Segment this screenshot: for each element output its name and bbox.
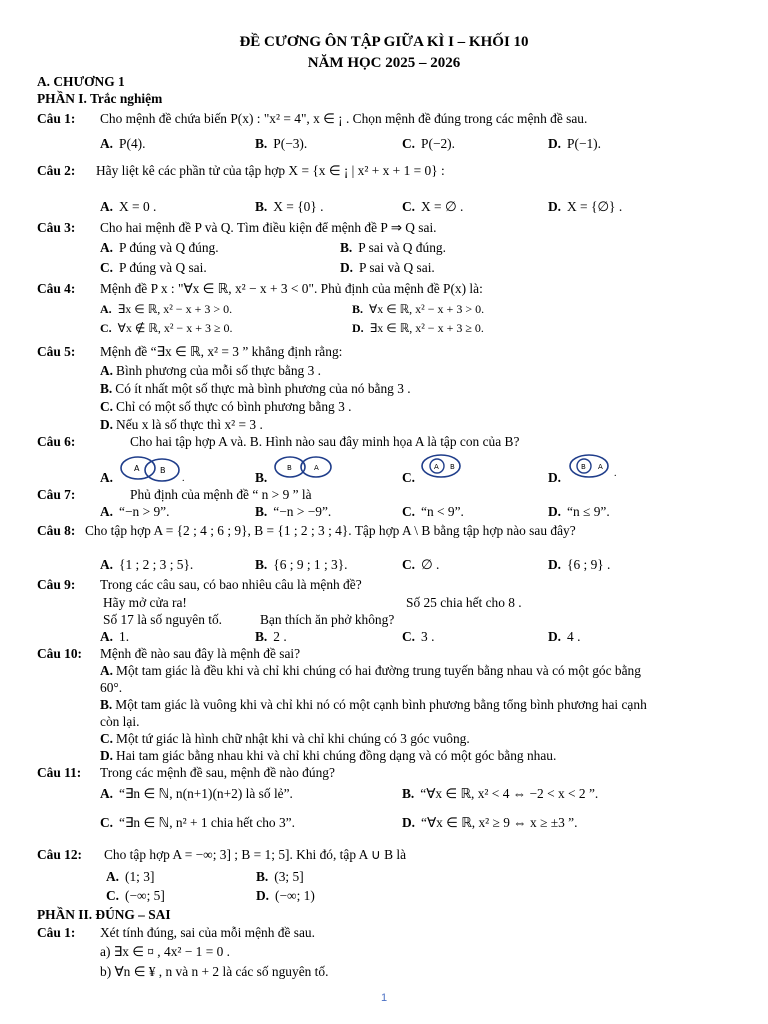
question-label: Câu 6:: [37, 434, 76, 449]
svg-text:B: B: [581, 463, 586, 471]
question-label: Câu 4:: [37, 281, 76, 296]
option-c: C. 3 .: [402, 629, 435, 644]
option-a-continued: 60°.: [100, 680, 123, 695]
option-b-continued: còn lại.: [100, 714, 140, 729]
question-text: Cho hai tập hợp A và. B. Hình nào sau đây minh họa A là tập con của B?: [130, 434, 520, 449]
venn-option-c: [418, 454, 468, 482]
option-a: A. (1; 3]: [106, 869, 155, 884]
option-d: D. “∀x ∈ ℝ, x² ≥ 9 ⇔ x ≥ ±3 ”.: [402, 815, 578, 830]
option-a: A. P đúng và Q đúng.: [100, 240, 219, 255]
document-title: ĐỀ CƯƠNG ÔN TẬP GIỮA KÌ I – KHỐI 10: [239, 34, 529, 50]
option-b: B. {6 ; 9 ; 1 ; 3}.: [255, 557, 348, 572]
question-text: Trong các câu sau, có bao nhiêu câu là mệnh đề?: [100, 577, 362, 592]
option-d: D.: [548, 470, 562, 485]
option-b: B. Có ít nhất một số thực mà bình phương của nó bằng 3 .: [100, 381, 411, 396]
option-d: D. 4 .: [548, 629, 581, 644]
option-d: D. {6 ; 9} .: [548, 557, 611, 572]
option-a: A. Bình phương của mỗi số thực bằng 3 .: [100, 363, 321, 378]
question-label: Câu 1:: [37, 111, 76, 126]
statement-a: a) ∃x ∈ ¤ , 4x² − 1 = 0 .: [100, 944, 230, 959]
option-c: C. X = ∅ .: [402, 199, 464, 214]
part-heading: PHẦN II. ĐÚNG – SAI: [37, 907, 171, 922]
option-c: C. “n < 9”.: [402, 504, 464, 519]
option-c: C. P(−2).: [402, 136, 455, 151]
question-text: Cho hai mệnh đề P và Q. Tìm điều kiện để mệnh đề P ⇒ Q sai.: [100, 220, 437, 235]
option-b: B. “∀x ∈ ℝ, x² < 4 ⇔ −2 < x < 2 ”.: [402, 786, 599, 801]
svg-text:B: B: [287, 464, 292, 472]
option-a: A. ∃x ∈ ℝ, x² − x + 3 > 0.: [100, 302, 233, 316]
question-label: Câu 11:: [37, 765, 82, 780]
question-label: Câu 9:: [37, 577, 76, 592]
option-d: D. “n ≤ 9”.: [548, 504, 610, 519]
option-b: B. (3; 5]: [256, 869, 304, 884]
option-b: B.: [255, 470, 268, 485]
question-text: Phủ định của mệnh đề “ n > 9 ” là: [130, 487, 312, 502]
question-label: Câu 12:: [37, 847, 83, 862]
option-d: D. X = {∅} .: [548, 199, 623, 214]
question-text: Cho tập hợp A = −∞; 3] ; B = 1; 5]. Khi đó, tập A ∪ B là: [104, 847, 407, 862]
svg-text:A: A: [314, 464, 319, 472]
option-d: D. P(−1).: [548, 136, 601, 151]
option-c: C. ∅ .: [402, 557, 440, 572]
question-text: Hãy liệt kê các phần tử của tập hợp X = {x ∈ ¡ | x² + x + 1 = 0} :: [96, 163, 445, 178]
svg-text:B: B: [160, 466, 166, 475]
svg-text:B: B: [450, 463, 455, 471]
option-b: B. Một tam giác là vuông khi và chỉ khi nó có một cạnh bình phương bằng tổng bình phương hai cạnh: [100, 697, 647, 712]
option-c: C. ∀x ∉ ℝ, x² − x + 3 ≥ 0.: [100, 321, 233, 335]
option-a: A. “−n > 9”.: [100, 504, 170, 519]
option-b: B. P sai và Q đúng.: [340, 240, 446, 255]
option-c: C. “∃n ∈ ℕ, n² + 1 chia hết cho 3”.: [100, 815, 295, 830]
option-a: A. {1 ; 2 ; 3 ; 5}.: [100, 557, 194, 572]
option-c: C. (−∞; 5]: [106, 888, 165, 903]
option-c: C.: [402, 470, 416, 485]
option-c: C. Chỉ có một số thực có bình phương bằng 3 .: [100, 399, 352, 414]
question-label: Câu 2:: [37, 163, 76, 178]
page-number: 1: [380, 992, 388, 1004]
statement-b: b) ∀n ∈ ¥ , n và n + 2 là các số nguyên tố.: [100, 964, 329, 979]
document-subtitle: NĂM HỌC 2025 – 2026: [307, 55, 461, 71]
option-a: A.: [100, 470, 114, 485]
option-d: D. (−∞; 1): [256, 888, 315, 903]
question-text: Mệnh đề P x : "∀x ∈ ℝ, x² − x + 3 < 0". Phủ định của mệnh đề P(x) là:: [100, 281, 483, 296]
question-text: Cho mệnh đề chứa biến P(x) : "x² = 4", x ∈ ¡ . Chọn mệnh đề đúng trong các mệnh đề sau.: [100, 111, 588, 126]
option-a: A. X = 0 .: [100, 199, 157, 214]
question-label: Câu 8:: [37, 523, 76, 538]
svg-text:.: .: [182, 473, 185, 484]
question-label: Câu 1:: [37, 925, 76, 940]
question-label: Câu 7:: [37, 487, 76, 502]
statement-3: Số 17 là số nguyên tố.: [103, 612, 223, 627]
option-a: A. Một tam giác là đều khi và chỉ khi chúng có hai đường trung tuyến bằng nhau và có một góc bằng: [100, 663, 641, 678]
option-c: C. P đúng và Q sai.: [100, 260, 207, 275]
chapter-heading: A. CHƯƠNG 1: [37, 74, 125, 89]
statement-4: Bạn thích ăn phở không?: [260, 612, 395, 627]
option-a: A. 1.: [100, 629, 130, 644]
option-d: D. Hai tam giác bằng nhau khi và chỉ khi chúng đồng dạng và có một góc bằng nhau.: [100, 748, 557, 763]
venn-option-a: [116, 455, 190, 485]
venn-option-d: [564, 454, 620, 482]
question-text: Trong các mệnh đề sau, mệnh đề nào đúng?: [100, 765, 335, 780]
statement-2: Số 25 chia hết cho 8 .: [406, 595, 522, 610]
question-label: Câu 3:: [37, 220, 76, 235]
option-b: B. P(−3).: [255, 136, 308, 151]
option-d: D. Nếu x là số thực thì x² = 3 .: [100, 417, 263, 432]
statement-1: Hãy mở cửa ra!: [103, 595, 187, 610]
option-d: D. ∃x ∈ ℝ, x² − x + 3 ≥ 0.: [352, 321, 484, 335]
question-label: Câu 10:: [37, 646, 83, 661]
option-b: B. “−n > −9”.: [255, 504, 332, 519]
option-b: B. X = {0} .: [255, 199, 324, 214]
svg-text:A: A: [598, 463, 603, 471]
svg-text:.: .: [614, 468, 617, 479]
svg-text:A: A: [134, 464, 140, 473]
option-d: D. P sai và Q sai.: [340, 260, 435, 275]
question-label: Câu 5:: [37, 344, 76, 359]
option-a: A. P(4).: [100, 136, 146, 151]
part-heading: PHẦN I. Trắc nghiệm: [37, 91, 163, 106]
option-b: B. 2 .: [255, 629, 287, 644]
question-text: Mệnh đề “∃x ∈ ℝ, x² = 3 ” khẳng định rằng:: [100, 344, 343, 359]
question-text: Mệnh đề nào sau đây là mệnh đề sai?: [100, 646, 301, 661]
option-c: C. Một tứ giác là hình chữ nhật khi và chỉ khi chúng có 3 góc vuông.: [100, 731, 470, 746]
option-a: A. “∃n ∈ ℕ, n(n+1)(n+2) là số lẻ”.: [100, 786, 293, 801]
question-text: Xét tính đúng, sai của mỗi mệnh đề sau.: [100, 925, 315, 940]
option-b: B. ∀x ∈ ℝ, x² − x + 3 > 0.: [352, 302, 485, 316]
question-text: Cho tập hợp A = {2 ; 4 ; 6 ; 9}, B = {1 ; 2 ; 3 ; 4}. Tập hợp A \ B bằng tập hợp nào sau đây?: [85, 523, 576, 538]
venn-option-b: [270, 455, 336, 483]
svg-text:A: A: [434, 463, 439, 471]
